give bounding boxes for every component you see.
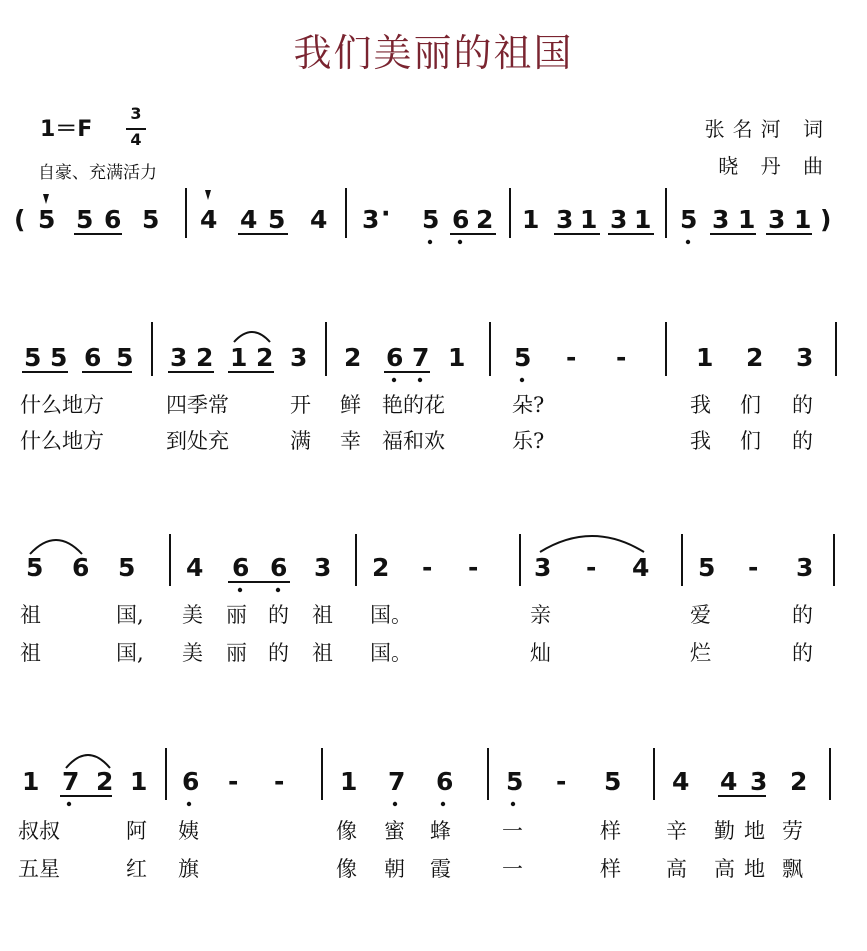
note: 5 xyxy=(118,553,136,582)
lyric: 像 xyxy=(336,819,357,843)
lyric: 一 xyxy=(502,857,523,881)
note: 3 xyxy=(534,553,552,582)
note: 5 xyxy=(506,767,524,796)
slur xyxy=(30,540,82,554)
note: 2 xyxy=(344,343,362,372)
lyric: 祖 xyxy=(312,641,333,665)
low-octave-dot xyxy=(67,802,71,806)
intro-notes xyxy=(38,199,811,234)
lyric: 幸 xyxy=(340,429,361,453)
note: 7 xyxy=(388,767,406,796)
lyric: 朝 xyxy=(384,857,405,881)
lyric: 祖 xyxy=(20,603,41,627)
note: 2 xyxy=(372,553,390,582)
lyric: 到处充 xyxy=(166,429,229,453)
lyric: 样 xyxy=(600,857,621,881)
lyric: 的 xyxy=(792,641,813,665)
lyric: 朵? xyxy=(512,393,545,417)
intro-note: 3 xyxy=(712,205,730,234)
lyric: 亲 xyxy=(530,603,551,627)
lyric: 勤 xyxy=(714,819,735,843)
low-octave-dot xyxy=(686,240,690,244)
lyric: 鲜 xyxy=(340,393,361,417)
intro-note: 5 xyxy=(422,205,440,234)
intro-note: 4 xyxy=(200,205,218,234)
note: 2 xyxy=(746,343,764,372)
lyric: 烂 xyxy=(690,641,711,665)
system-2-verse-1 xyxy=(20,603,813,627)
lyric: 国, xyxy=(116,641,144,665)
note: 7 xyxy=(412,343,430,372)
meter-bottom: 4 xyxy=(130,130,142,149)
note: 2 xyxy=(196,343,214,372)
intro-note: 6 xyxy=(452,205,470,234)
note: 1 xyxy=(130,767,148,796)
lyric: 满 xyxy=(290,429,311,453)
lyric: 美 xyxy=(182,641,203,665)
system-1-verse-1 xyxy=(20,393,813,417)
note: 4 xyxy=(672,767,690,796)
intro-note: 5 xyxy=(38,205,56,234)
note: 3 xyxy=(314,553,332,582)
note: 4 xyxy=(632,553,650,582)
lyric: 我 xyxy=(690,393,711,417)
low-octave-dot xyxy=(428,240,432,244)
accent-mark xyxy=(43,194,49,204)
note: 1 xyxy=(340,767,358,796)
expression-marking: 自豪、充满活力 xyxy=(38,163,157,183)
low-octave-dot xyxy=(441,802,445,806)
lyric: 飘 xyxy=(782,857,803,881)
lyric: 叔叔 xyxy=(18,819,60,843)
intro-note: 3 xyxy=(362,205,380,234)
intro-note: 4 xyxy=(310,205,328,234)
note: - xyxy=(566,343,577,372)
system-2-notes xyxy=(26,553,813,582)
lyric: 蜂 xyxy=(430,819,451,843)
note: 6 xyxy=(386,343,404,372)
lyric: 四季常 xyxy=(166,393,229,417)
note: 3 xyxy=(290,343,308,372)
intro-note: 4 xyxy=(240,205,258,234)
note: 5 xyxy=(26,553,44,582)
system-3-verse-1 xyxy=(18,819,803,843)
lyric: 们 xyxy=(740,393,761,417)
note: 1 xyxy=(22,767,40,796)
note: 2 xyxy=(96,767,114,796)
low-octave-dot xyxy=(392,378,396,382)
intro-note: 5 xyxy=(76,205,94,234)
lyric: 高 xyxy=(714,857,735,881)
low-octave-dot xyxy=(187,802,191,806)
intro-note: 1 xyxy=(634,205,652,234)
note: 1 xyxy=(230,343,248,372)
lyric: 国。 xyxy=(370,603,412,627)
note: 7 xyxy=(62,767,80,796)
note: 4 xyxy=(186,553,204,582)
lyric: 一 xyxy=(502,819,523,843)
lyric: 祖 xyxy=(312,603,333,627)
note: 4 xyxy=(720,767,738,796)
lyric: 的 xyxy=(792,393,813,417)
lyricist-credit: 张名河 词 xyxy=(704,117,831,141)
lyric: 的 xyxy=(792,429,813,453)
note: 3 xyxy=(170,343,188,372)
lyric: 什么地方 xyxy=(20,393,104,417)
lyric: 姨 xyxy=(178,819,199,843)
intro-note: 5 xyxy=(142,205,160,234)
intro-note: 5 xyxy=(268,205,286,234)
note: 3 xyxy=(796,553,814,582)
system-3-verse-2 xyxy=(18,857,803,881)
note: 1 xyxy=(448,343,466,372)
composer-credit: 晓 丹 曲 xyxy=(718,154,831,178)
low-octave-dot xyxy=(511,802,515,806)
note: - xyxy=(422,553,433,582)
system-3-notes xyxy=(22,767,807,796)
system-1-notes xyxy=(24,343,813,372)
key-signature: 1＝F xyxy=(40,117,93,142)
intro-dot: · xyxy=(381,199,391,228)
lyric: 国, xyxy=(116,603,144,627)
lyric: 福和欢 xyxy=(382,429,445,453)
lyric: 的 xyxy=(268,641,289,665)
lyric: 开 xyxy=(290,393,311,417)
note: 3 xyxy=(750,767,768,796)
lyric: 们 xyxy=(740,429,761,453)
intro-note: 1 xyxy=(580,205,598,234)
lyric: 阿 xyxy=(126,819,147,843)
low-octave-dot xyxy=(458,240,462,244)
note: 3 xyxy=(796,343,814,372)
note: 5 xyxy=(604,767,622,796)
low-octave-dot xyxy=(238,588,242,592)
lyric: 国。 xyxy=(370,641,412,665)
lyric: 祖 xyxy=(20,641,41,665)
intro-note: 2 xyxy=(476,205,494,234)
low-octave-dot xyxy=(520,378,524,382)
note: 5 xyxy=(116,343,134,372)
lyric: 红 xyxy=(126,857,147,881)
low-octave-dot xyxy=(276,588,280,592)
intro-note: 3 xyxy=(610,205,628,234)
lyric: 的 xyxy=(268,603,289,627)
lyric: 地 xyxy=(744,819,765,843)
intro-note: 3 xyxy=(768,205,786,234)
note: 5 xyxy=(50,343,68,372)
system-2-verse-2 xyxy=(20,641,813,665)
note: 6 xyxy=(182,767,200,796)
intro-paren-close: ) xyxy=(820,205,832,234)
lyric: 的 xyxy=(792,603,813,627)
note: - xyxy=(556,767,567,796)
intro-note: 1 xyxy=(738,205,756,234)
slur xyxy=(540,536,644,552)
note: 6 xyxy=(84,343,102,372)
lyric: 乐? xyxy=(512,429,545,453)
lyric: 蜜 xyxy=(384,819,405,843)
lyric: 美 xyxy=(182,603,203,627)
note: 5 xyxy=(698,553,716,582)
low-octave-dot xyxy=(393,802,397,806)
note: - xyxy=(586,553,597,582)
intro-note: 1 xyxy=(522,205,540,234)
lyric: 什么地方 xyxy=(20,429,104,453)
lyric: 灿 xyxy=(530,641,551,665)
lyric: 五星 xyxy=(18,857,60,881)
lyric: 旗 xyxy=(178,857,199,881)
song-title: 我们美丽的祖国 xyxy=(293,31,574,75)
note: - xyxy=(616,343,627,372)
system-1-verse-2 xyxy=(20,429,813,453)
note: - xyxy=(274,767,285,796)
lyric: 劳 xyxy=(782,819,803,843)
note: - xyxy=(748,553,759,582)
intro-note: 3 xyxy=(556,205,574,234)
note: 2 xyxy=(256,343,274,372)
lyric: 霞 xyxy=(430,857,451,881)
note: - xyxy=(468,553,479,582)
note: 6 xyxy=(270,553,288,582)
slur xyxy=(234,332,270,342)
note: 6 xyxy=(72,553,90,582)
lyric: 样 xyxy=(600,819,621,843)
lyric: 我 xyxy=(690,429,711,453)
note: 2 xyxy=(790,767,808,796)
note: 6 xyxy=(232,553,250,582)
note: 1 xyxy=(696,343,714,372)
note: 5 xyxy=(24,343,42,372)
note: 5 xyxy=(514,343,532,372)
lyric: 爱 xyxy=(690,603,711,627)
lyric: 高 xyxy=(666,857,687,881)
low-octave-dot xyxy=(418,378,422,382)
note: 6 xyxy=(436,767,454,796)
lyric: 丽 xyxy=(226,603,247,627)
intro-note: 6 xyxy=(104,205,122,234)
lyric: 辛 xyxy=(666,819,687,843)
note: - xyxy=(228,767,239,796)
lyric: 像 xyxy=(336,857,357,881)
lyric: 丽 xyxy=(226,641,247,665)
meter-top: 3 xyxy=(130,104,142,123)
accent-mark xyxy=(205,190,211,200)
lyric: 地 xyxy=(744,857,765,881)
intro-paren-open: ( xyxy=(14,205,26,234)
intro-note: 1 xyxy=(794,205,812,234)
intro-note: 5 xyxy=(680,205,698,234)
lyric: 艳的花 xyxy=(382,393,445,417)
